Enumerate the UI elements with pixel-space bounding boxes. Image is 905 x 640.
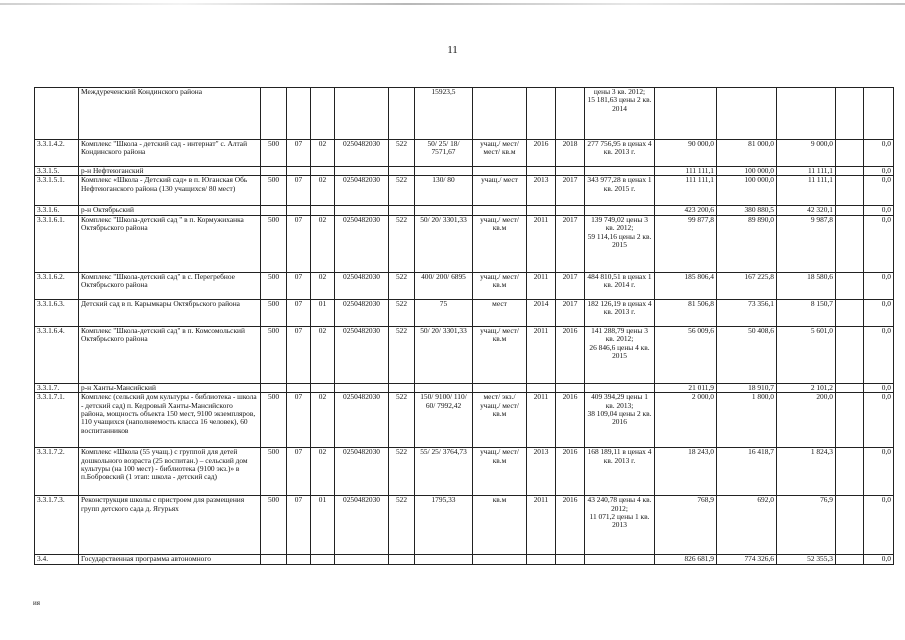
cell-extra-funding <box>836 496 864 555</box>
cell-expense-type: 522 <box>389 299 415 326</box>
cell-end-year: 2017 <box>556 272 585 299</box>
cell-section-code: 07 <box>287 215 311 272</box>
cell-regional-budget: 100 000,0 <box>717 167 777 176</box>
table-row <box>35 496 894 555</box>
cell-capacity-unit: учащ./ мест/ мест/ кв.м <box>473 140 527 167</box>
footer-note: ия <box>33 599 40 607</box>
cell-row-name: Реконструкция школы с пристроем для размещения групп детского сада д. Ягурьях <box>79 496 261 555</box>
cell-other-funding: 0,0 <box>864 393 894 448</box>
cell-expense-type: 522 <box>389 326 415 383</box>
cell-regional-budget: 380 880,5 <box>717 206 777 215</box>
cell-row-name: Государственная программа автономного <box>79 555 261 564</box>
cell-expense-type: 522 <box>389 272 415 299</box>
cell-row-name: Комплекс (сельский дом культуры - библиотека - школа - детский сад) п. Кедровый Ханты-Мансийского района, мощность объекта 150 мест, 9100 экземпляров, 110 учащихся (наполняемость класса 16 человек), 60 воспитанников <box>79 393 261 448</box>
table-row <box>35 140 894 167</box>
cell-estimate-cost: 43 240,78 цены 4 кв. 2012; 11 071,2 цены 1 кв. 2013 <box>585 496 655 555</box>
cell-other-funding: 0,0 <box>864 448 894 496</box>
cell-ministry-code: 500 <box>261 299 287 326</box>
cell-section-code: 07 <box>287 140 311 167</box>
page-number: 11 <box>447 44 458 56</box>
cell-local-budget: 52 355,3 <box>777 555 836 564</box>
cell-expense-type <box>389 167 415 176</box>
cell-extra-funding <box>836 140 864 167</box>
cell-subsection-code <box>311 206 335 215</box>
cell-subsection-code: 01 <box>311 299 335 326</box>
cell-target-code: 0250482030 <box>335 272 389 299</box>
cell-other-funding: 0,0 <box>864 176 894 206</box>
cell-section-code: 07 <box>287 496 311 555</box>
cell-regional-budget: 774 326,6 <box>717 555 777 564</box>
cell-row-name: Комплекс «Школа - Детский сад» в п. Юганская Обь Нефтеюганского района (130 учащихся/ 80 мест) <box>79 176 261 206</box>
cell-expense-type: 522 <box>389 393 415 448</box>
cell-capacity <box>415 206 473 215</box>
cell-section-code <box>287 383 311 392</box>
cell-ministry-code <box>261 167 287 176</box>
cell-capacity <box>415 167 473 176</box>
cell-capacity-unit <box>473 167 527 176</box>
cell-start-year: 2013 <box>527 176 556 206</box>
table-row <box>35 383 894 392</box>
cell-subsection-code: 02 <box>311 326 335 383</box>
cell-row-code: 3.3.1.4.2. <box>35 140 79 167</box>
cell-start-year <box>527 206 556 215</box>
cell-subsection-code: 02 <box>311 140 335 167</box>
cell-expense-type <box>389 206 415 215</box>
cell-row-code: 3.3.1.6.1. <box>35 215 79 272</box>
cell-estimate-cost: 343 977,28 в ценах 1 кв. 2015 г. <box>585 176 655 206</box>
cell-subsection-code <box>311 88 335 140</box>
cell-ministry-code: 500 <box>261 496 287 555</box>
cell-total-funding: 56 009,6 <box>655 326 717 383</box>
cell-end-year <box>556 206 585 215</box>
cell-subsection-code <box>311 383 335 392</box>
cell-capacity: 50/ 20/ 3301,33 <box>415 215 473 272</box>
cell-section-code <box>287 555 311 564</box>
cell-total-funding: 111 111,1 <box>655 167 717 176</box>
cell-extra-funding <box>836 215 864 272</box>
cell-other-funding: 0,0 <box>864 206 894 215</box>
cell-other-funding: 0,0 <box>864 215 894 272</box>
cell-end-year <box>556 167 585 176</box>
cell-local-budget: 18 580,6 <box>777 272 836 299</box>
cell-start-year: 2011 <box>527 215 556 272</box>
cell-ministry-code: 500 <box>261 326 287 383</box>
cell-estimate-cost: цены 3 кв. 2012; 15 181,63 цены 2 кв. 2014 <box>585 88 655 140</box>
cell-capacity-unit: учащ./ мест/ кв.м <box>473 448 527 496</box>
cell-capacity-unit: кв.м <box>473 496 527 555</box>
table-row <box>35 448 894 496</box>
cell-estimate-cost: 168 189,11 в ценах 4 кв. 2013 г. <box>585 448 655 496</box>
cell-regional-budget: 692,0 <box>717 496 777 555</box>
cell-total-funding: 826 681,9 <box>655 555 717 564</box>
cell-end-year: 2016 <box>556 393 585 448</box>
cell-capacity: 50/ 20/ 3301,33 <box>415 326 473 383</box>
cell-capacity-unit: мест/ экз./ учащ./ мест/ кв.м <box>473 393 527 448</box>
cell-expense-type <box>389 383 415 392</box>
cell-end-year: 2017 <box>556 176 585 206</box>
cell-row-code <box>35 88 79 140</box>
cell-ministry-code: 500 <box>261 140 287 167</box>
cell-ministry-code: 500 <box>261 448 287 496</box>
cell-total-funding: 81 506,8 <box>655 299 717 326</box>
cell-capacity: 75 <box>415 299 473 326</box>
table-row <box>35 167 894 176</box>
cell-ministry-code: 500 <box>261 272 287 299</box>
cell-target-code: 0250482030 <box>335 299 389 326</box>
cell-row-code: 3.3.1.5. <box>35 167 79 176</box>
cell-ministry-code <box>261 206 287 215</box>
cell-target-code: 0250482030 <box>335 326 389 383</box>
cell-section-code: 07 <box>287 326 311 383</box>
cell-other-funding: 0,0 <box>864 272 894 299</box>
cell-total-funding: 99 877,8 <box>655 215 717 272</box>
cell-capacity-unit: учащ./ мест/ кв.м <box>473 272 527 299</box>
cell-start-year <box>527 555 556 564</box>
cell-ministry-code: 500 <box>261 176 287 206</box>
cell-subsection-code <box>311 167 335 176</box>
cell-total-funding: 2 000,0 <box>655 393 717 448</box>
table-row <box>35 176 894 206</box>
cell-start-year: 2011 <box>527 326 556 383</box>
cell-section-code: 07 <box>287 176 311 206</box>
cell-expense-type: 522 <box>389 140 415 167</box>
cell-capacity-unit <box>473 555 527 564</box>
cell-regional-budget <box>717 88 777 140</box>
cell-total-funding: 18 243,0 <box>655 448 717 496</box>
program-table <box>34 87 894 565</box>
cell-row-name: р-н Ханты-Мансийский <box>79 383 261 392</box>
cell-total-funding <box>655 88 717 140</box>
cell-extra-funding <box>836 176 864 206</box>
cell-extra-funding <box>836 326 864 383</box>
cell-expense-type <box>389 555 415 564</box>
cell-end-year <box>556 383 585 392</box>
cell-row-name: р-н Нефтеюганский <box>79 167 261 176</box>
cell-local-budget: 42 320,1 <box>777 206 836 215</box>
cell-ministry-code <box>261 88 287 140</box>
cell-estimate-cost: 277 756,95 в ценах 4 кв. 2013 г. <box>585 140 655 167</box>
cell-total-funding: 21 011,9 <box>655 383 717 392</box>
cell-section-code: 07 <box>287 272 311 299</box>
cell-extra-funding <box>836 393 864 448</box>
cell-estimate-cost <box>585 555 655 564</box>
cell-estimate-cost: 141 288,79 цены 3 кв. 2012; 26 846,6 цены 4 кв. 2015 <box>585 326 655 383</box>
cell-row-name: Комплекс "Школа-детский сад " в п. Кормужиханка Октябрьского района <box>79 215 261 272</box>
cell-section-code: 07 <box>287 448 311 496</box>
cell-local-budget: 2 101,2 <box>777 383 836 392</box>
cell-extra-funding <box>836 383 864 392</box>
cell-estimate-cost: 484 810,51 в ценах 1 кв. 2014 г. <box>585 272 655 299</box>
cell-estimate-cost: 139 749,02 цены 3 кв. 2012; 59 114,16 цены 2 кв. 2015 <box>585 215 655 272</box>
cell-capacity: 150/ 9100/ 110/ 60/ 7992,42 <box>415 393 473 448</box>
cell-total-funding: 90 000,0 <box>655 140 717 167</box>
cell-local-budget: 9 000,0 <box>777 140 836 167</box>
cell-estimate-cost <box>585 206 655 215</box>
cell-capacity: 55/ 25/ 3764,73 <box>415 448 473 496</box>
cell-subsection-code: 02 <box>311 448 335 496</box>
cell-row-code: 3.3.1.7.3. <box>35 496 79 555</box>
cell-expense-type: 522 <box>389 448 415 496</box>
cell-section-code: 07 <box>287 299 311 326</box>
cell-extra-funding <box>836 206 864 215</box>
cell-end-year <box>556 555 585 564</box>
cell-start-year: 2014 <box>527 299 556 326</box>
cell-other-funding: 0,0 <box>864 496 894 555</box>
cell-target-code: 0250482030 <box>335 393 389 448</box>
cell-regional-budget: 16 418,7 <box>717 448 777 496</box>
cell-regional-budget: 73 356,1 <box>717 299 777 326</box>
cell-capacity-unit <box>473 88 527 140</box>
cell-other-funding: 0,0 <box>864 167 894 176</box>
cell-subsection-code <box>311 555 335 564</box>
cell-regional-budget: 50 408,6 <box>717 326 777 383</box>
table-row <box>35 555 894 564</box>
cell-capacity-unit: учащ./ мест/ кв.м <box>473 326 527 383</box>
cell-subsection-code: 02 <box>311 272 335 299</box>
cell-start-year: 2011 <box>527 496 556 555</box>
cell-start-year <box>527 383 556 392</box>
cell-expense-type: 522 <box>389 496 415 555</box>
cell-capacity-unit: мест <box>473 299 527 326</box>
table-row <box>35 299 894 326</box>
cell-ministry-code: 500 <box>261 215 287 272</box>
cell-end-year: 2018 <box>556 140 585 167</box>
cell-estimate-cost: 182 126,19 в ценах 4 кв. 2013 г. <box>585 299 655 326</box>
cell-end-year: 2016 <box>556 448 585 496</box>
cell-target-code <box>335 383 389 392</box>
cell-extra-funding <box>836 448 864 496</box>
cell-estimate-cost <box>585 383 655 392</box>
cell-extra-funding <box>836 555 864 564</box>
cell-row-name: Комплекс "Школа - детский сад - интернат" с. Алтай Кондинского района <box>79 140 261 167</box>
cell-total-funding: 768,9 <box>655 496 717 555</box>
cell-row-name: р-н Октябрьский <box>79 206 261 215</box>
cell-ministry-code <box>261 555 287 564</box>
cell-local-budget: 9 987,8 <box>777 215 836 272</box>
cell-other-funding: 0,0 <box>864 299 894 326</box>
cell-row-code: 3.3.1.7.2. <box>35 448 79 496</box>
cell-start-year <box>527 88 556 140</box>
cell-capacity: 50/ 25/ 18/ 7571,67 <box>415 140 473 167</box>
cell-total-funding: 423 200,6 <box>655 206 717 215</box>
cell-subsection-code: 02 <box>311 393 335 448</box>
cell-row-code: 3.3.1.6.3. <box>35 299 79 326</box>
cell-target-code: 0250482030 <box>335 215 389 272</box>
cell-row-name: Комплекс "Школа-детский сад" в с. Перегребное Октябрьского района <box>79 272 261 299</box>
cell-start-year: 2011 <box>527 272 556 299</box>
cell-section-code <box>287 206 311 215</box>
table-row <box>35 206 894 215</box>
cell-total-funding: 185 806,4 <box>655 272 717 299</box>
cell-target-code <box>335 167 389 176</box>
cell-ministry-code: 500 <box>261 393 287 448</box>
cell-row-name: Детский сад в п. Карымкары Октябрьского района <box>79 299 261 326</box>
cell-estimate-cost: 409 394,29 цены 1 кв. 2013; 38 109,04 цены 2 кв. 2016 <box>585 393 655 448</box>
cell-row-name: Комплекс «Школа (55 учащ.) с группой для детей дошкольного возраста (25 воспитан.) – сельский дом культуры (на 100 мест) - библиотека (9100 экз.)» в п.Бобровский (1 этап: школа - детский сад) <box>79 448 261 496</box>
cell-end-year: 2016 <box>556 496 585 555</box>
cell-section-code: 07 <box>287 393 311 448</box>
cell-target-code: 0250482030 <box>335 176 389 206</box>
cell-extra-funding <box>836 272 864 299</box>
cell-extra-funding <box>836 167 864 176</box>
cell-row-code: 3.3.1.7. <box>35 383 79 392</box>
cell-other-funding: 0,0 <box>864 383 894 392</box>
cell-subsection-code: 02 <box>311 215 335 272</box>
cell-section-code <box>287 167 311 176</box>
cell-local-budget: 11 111,1 <box>777 167 836 176</box>
cell-capacity: 400/ 200/ 6895 <box>415 272 473 299</box>
cell-start-year <box>527 167 556 176</box>
cell-end-year: 2016 <box>556 326 585 383</box>
table-body <box>35 88 894 565</box>
cell-capacity: 15923,5 <box>415 88 473 140</box>
cell-ministry-code <box>261 383 287 392</box>
cell-row-code: 3.4. <box>35 555 79 564</box>
cell-target-code: 0250482030 <box>335 496 389 555</box>
cell-end-year <box>556 88 585 140</box>
table-row <box>35 326 894 383</box>
cell-local-budget: 8 150,7 <box>777 299 836 326</box>
table-row <box>35 215 894 272</box>
cell-row-name: Комплекс "Школа-детский сад" в п. Комсомольский Октябрьского района <box>79 326 261 383</box>
cell-target-code: 0250482030 <box>335 140 389 167</box>
cell-local-budget: 5 601,0 <box>777 326 836 383</box>
cell-other-funding: 0,0 <box>864 326 894 383</box>
cell-row-name: Междуреченский Кондинского района <box>79 88 261 140</box>
table-row <box>35 393 894 448</box>
cell-extra-funding <box>836 88 864 140</box>
cell-row-code: 3.3.1.7.1. <box>35 393 79 448</box>
cell-end-year: 2017 <box>556 215 585 272</box>
table-row <box>35 88 894 140</box>
cell-subsection-code: 02 <box>311 176 335 206</box>
cell-row-code: 3.3.1.5.1. <box>35 176 79 206</box>
cell-capacity: 1795,33 <box>415 496 473 555</box>
cell-capacity-unit: учащ./ мест <box>473 176 527 206</box>
cell-capacity-unit: учащ./ мест/ кв.м <box>473 215 527 272</box>
cell-capacity <box>415 383 473 392</box>
scan-artifact-line <box>0 3 905 5</box>
cell-other-funding <box>864 88 894 140</box>
cell-regional-budget: 100 000,0 <box>717 176 777 206</box>
cell-regional-budget: 1 800,0 <box>717 393 777 448</box>
cell-target-code <box>335 206 389 215</box>
cell-target-code <box>335 555 389 564</box>
cell-capacity-unit <box>473 383 527 392</box>
cell-regional-budget: 167 225,8 <box>717 272 777 299</box>
cell-regional-budget: 18 910,7 <box>717 383 777 392</box>
cell-start-year: 2016 <box>527 140 556 167</box>
cell-capacity: 130/ 80 <box>415 176 473 206</box>
cell-subsection-code: 01 <box>311 496 335 555</box>
cell-target-code <box>335 88 389 140</box>
cell-expense-type: 522 <box>389 215 415 272</box>
cell-expense-type <box>389 88 415 140</box>
cell-capacity <box>415 555 473 564</box>
cell-total-funding: 111 111,1 <box>655 176 717 206</box>
cell-extra-funding <box>836 299 864 326</box>
cell-capacity-unit <box>473 206 527 215</box>
cell-local-budget: 200,0 <box>777 393 836 448</box>
cell-regional-budget: 89 890,0 <box>717 215 777 272</box>
cell-local-budget <box>777 88 836 140</box>
cell-local-budget: 76,9 <box>777 496 836 555</box>
cell-target-code: 0250482030 <box>335 448 389 496</box>
cell-row-code: 3.3.1.6. <box>35 206 79 215</box>
cell-regional-budget: 81 000,0 <box>717 140 777 167</box>
cell-other-funding: 0,0 <box>864 140 894 167</box>
cell-start-year: 2013 <box>527 448 556 496</box>
cell-start-year: 2011 <box>527 393 556 448</box>
table-row <box>35 272 894 299</box>
cell-row-code: 3.3.1.6.4. <box>35 326 79 383</box>
cell-estimate-cost <box>585 167 655 176</box>
cell-row-code: 3.3.1.6.2. <box>35 272 79 299</box>
cell-end-year: 2017 <box>556 299 585 326</box>
cell-local-budget: 11 111,1 <box>777 176 836 206</box>
cell-other-funding: 0,0 <box>864 555 894 564</box>
cell-local-budget: 1 824,3 <box>777 448 836 496</box>
cell-expense-type: 522 <box>389 176 415 206</box>
cell-section-code <box>287 88 311 140</box>
